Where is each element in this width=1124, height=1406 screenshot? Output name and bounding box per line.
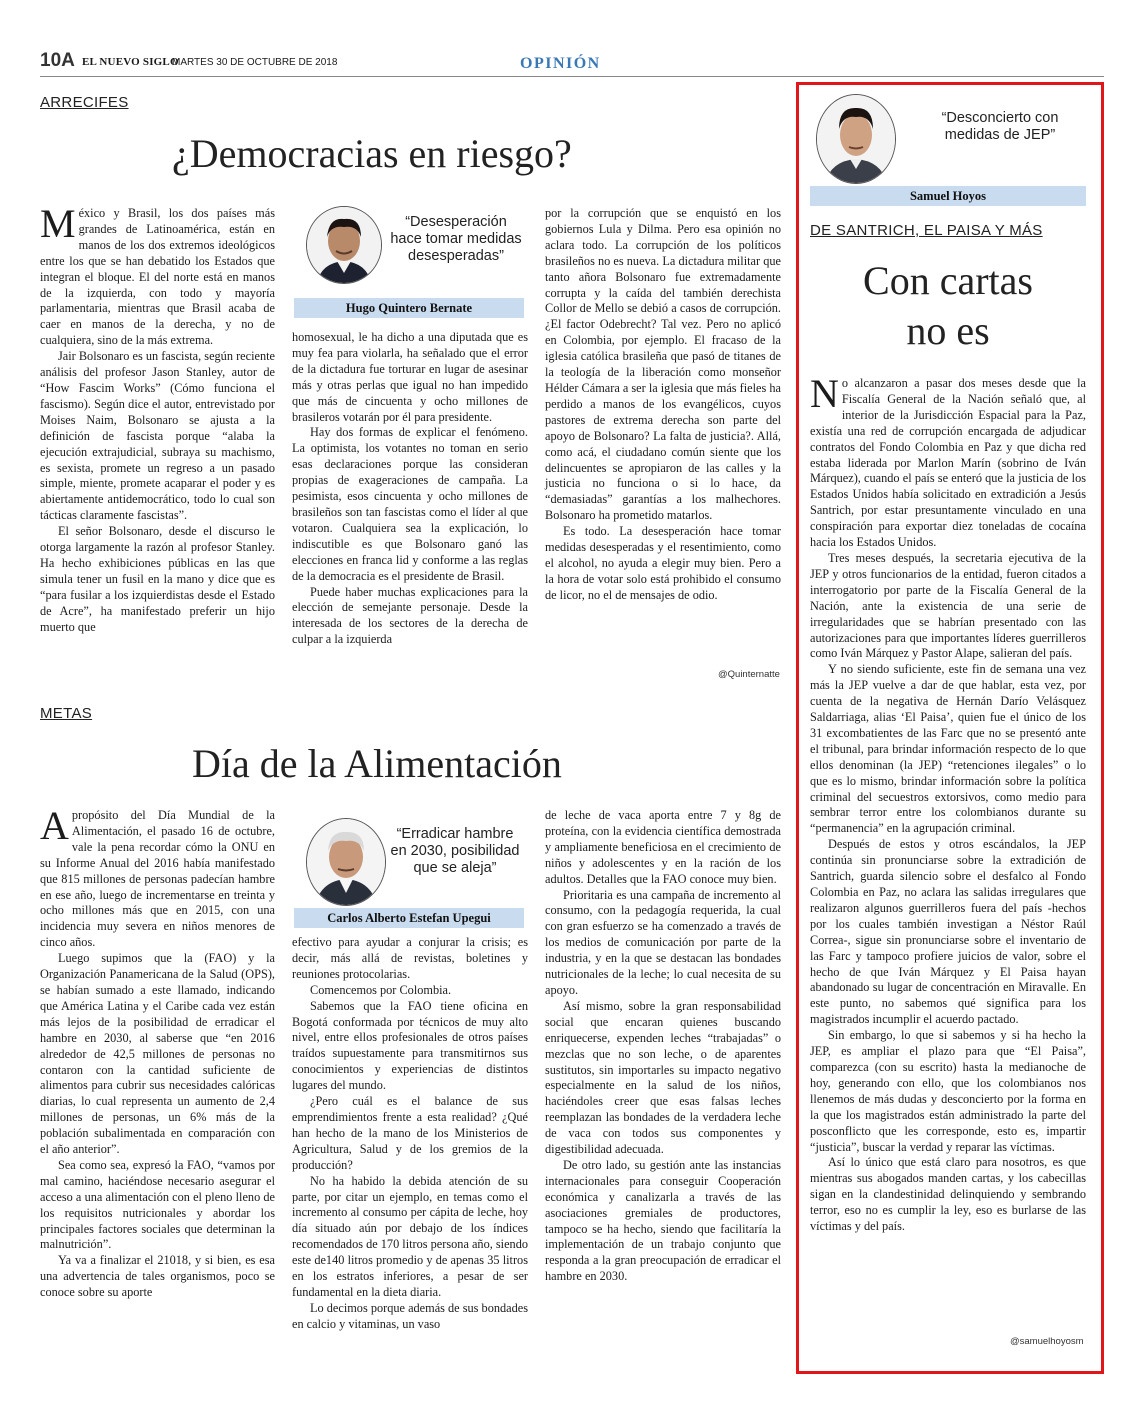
paragraph: Así lo único que está claro para nosotros, es que mientras sus abogados manden cartas, y los cabecillas sigan en la clandestinidad delinquiendo y sembrando terror, eso no es cumplir la ley, eso es burlarse de las víctimas y del país. <box>810 1155 1086 1234</box>
paragraph: de leche de vaca aporta entre 7 y 8g de proteína, con la evidencia científica demostrada y ampliamente beneficiosa en el crecimiento de niños y adolescentes y en la ración de los adultos. Detalles que la FAO conoce muy bien. <box>545 808 781 886</box>
author-name: Hugo Quintero Bernate <box>294 298 524 318</box>
newspaper-name: EL NUEVO SIGLO <box>82 56 179 68</box>
author-photo <box>816 94 896 184</box>
article2-kicker: METAS <box>40 705 93 722</box>
article2-column-3 <box>545 808 781 1285</box>
article2-headline: Día de la Alimentación <box>192 741 562 786</box>
paragraph: Hay dos formas de explicar el fenómeno. La optimista, los votantes no toman en serio esas declaraciones porque las consideran propias de exageraciones de campaña. La pesimista, esos cincuenta y ocho millones de brasileños son tan fascistas como el líder al que votaron. Cualquiera sea la explicación, lo indiscutible es que Bolsonaro ganó las elecciones en franca lid y conforme a las reglas de la democracia es el presidente de Brasil. <box>292 425 528 583</box>
drop-cap: M <box>40 201 76 246</box>
pull-quote: “Desconcierto con medidas de JEP” <box>941 110 1059 143</box>
article2-column-1 <box>40 803 275 1301</box>
paragraph: por la corrupción que se enquistó en los gobiernos Lula y Dilma. Pero esa opinión no aclara todo. La corrupción de los políticos brasileños no es nueva. La dictadura militar que tanto añora Bolsonaro fue extremadamente corrupta y la caída del también derechista Collor de Mello se debió a casos de corrupción. ¿El factor Odebrecht? Tal vez. Pero no aplicó en Colombia, por ejemplo. El fracaso de la iglesia católica brasileña que pasó de titanes de la teología de la liberación como monseñor Hélder Cámara a ser la iglesia que más fieles ha perdido a manos de los evangélicos, cuyos pastores de extrema derecha son parte del apoyo de Bolsonaro? La falta de justicia?. Allá, como acá, el ciudadano común siente que los delincuentes se apropiaron de las calles y la justicia no funciona o si lo hace, da “demasiadas” garantías a los malhechores. Bolsonaro ha prometido matarlos. <box>545 206 781 523</box>
author-box <box>292 806 526 930</box>
paragraph: Y no siendo suficiente, este fin de semana una vez más la JEP vuelve a dar de que hablar, esta vez, por cuenta de la negativa de Hernán Darío Velásquez Saldarriaga, alias ‘El Paisa’, quien fue el único de los 31 excombatientes de las Farc que no se presentó ante el tribunal, para brindar información respecto de lo que ellos denominan (la JEP) “retenciones ilegales” o lo que es lo mismo, brindar información sobre la política criminal del secuestros extorsivos, como medio para sembrar terror entre los colombianos durante su “permanencia” en la agrupación criminal. <box>810 662 1086 836</box>
author-box <box>292 204 526 320</box>
paragraph: homosexual, le ha dicho a una diputada que es muy fea para violarla, ha señalado que el error de la dictadura fue torturar en lugar de asesinar más y otras perlas que igual no han impedido que más de cincuenta y ocho millones de brasileros votarán por él para presidente. <box>292 330 528 424</box>
paragraph: efectivo para ayudar a conjurar la crisis; es decir, más allá de revistas, boletines y reuniones protocolarias. <box>292 935 528 981</box>
article1-column-2 <box>292 330 528 648</box>
author-name: Carlos Alberto Estefan Upegui <box>294 908 524 928</box>
paragraph: Luego supimos que la (FAO) y la Organización Panamericana de la Salud (OPS), se habían sumado a este llamado, indicando que América Latina y el Caribe cada vez están más lejos de la posibilidad de erradicar el hambre en 2030, al saberse que “en 2016 alrededor de 42,5 millones de personas no contaron con la cantidad suficiente de alimentos para cubrir sus necesidades calóricas diarias, lo cual representa un aumento de 2,4 millones de personas, un 6% más de la población subalimentada en comparación con el año anterior”. <box>40 951 275 1157</box>
paragraph: El señor Bolsonaro, desde el discurso le otorga largamente la razón al profesor Stanley. Ha hecho exhibiciones públicas en las que simula tener un fusil en la mano y dice que es “para fusilar a los izquierdistas desde el Estado de Acre”, ha manifestado preferir un hijo muerto que <box>40 524 275 634</box>
paragraph: éxico y Brasil, los dos países más grandes de Latinoamérica, están en manos de los dos extremos ideológicos entre los que se han debatido los Estados que integran el bloque. El del norte está en manos de la izquierda, con todo y mayoría parlamentaria, mientras que Brasil acaba de caer en manos de la derecha, y no de cualquiera, sino de la más extrema. <box>40 206 275 348</box>
article3-headline <box>810 256 1086 356</box>
section-title: OPINIÓN <box>520 55 601 72</box>
paragraph: Sabemos que la FAO tiene oficina en Bogotá conformada por técnicos de muy alto nivel, entre ellos profesionales de otros países traídos supuestamente para transmitirnos sus conocimientos y experiencias de distintos lugares del mundo. <box>292 998 528 1093</box>
pull-quote: “Desesperación hace tomar medidas desesperadas” <box>390 214 522 264</box>
issue-date: MARTES 30 DE OCTUBRE DE 2018 <box>172 57 338 68</box>
author-portrait-icon <box>307 819 385 905</box>
headline-line: Con cartas <box>863 258 1033 303</box>
paragraph: Tres meses después, la secretaria ejecutiva de la JEP y otros funcionarios de la entidad, fueron citados a interrogatorio por parte de la Fiscalía General de la Nación, ante la existencia de una serie de irregularidades que se habrían presentado con las autorizaciones para que importantes líderes guerrilleros como Iván Márquez y Pastor Alape, salieran del país. <box>810 550 1086 661</box>
author-photo <box>306 206 382 284</box>
paragraph: Ya va a finalizar el 21018, y si bien, es esa una advertencia de tales organismos, poco se conoce sobre su aporte <box>40 1253 275 1300</box>
article2-column-2 <box>292 935 528 1333</box>
article1-headline: ¿Democracias en riesgo? <box>172 131 572 176</box>
article3-body <box>810 371 1086 1235</box>
author-name: Samuel Hoyos <box>810 186 1086 206</box>
author-box <box>810 94 1086 206</box>
author-photo <box>306 818 386 906</box>
drop-cap: N <box>810 371 839 416</box>
paragraph: Puede haber muchas explicaciones para la elección de semejante personaje. Desde la interesada de los sectores de la derecha de culpar a la izquierda <box>292 584 528 647</box>
article1-column-3 <box>545 206 781 604</box>
paragraph: De otro lado, su gestión ante las instancias internacionales para conseguir Cooperación económica y canalizarla a través de las asociaciones gremiales de productores, tampoco se ha hecho, siendo que facilitaría la implementación de un trabajo conjunto que responda a la gran preocupación de erradicar el hambre en 2030. <box>545 1157 781 1284</box>
paragraph: Así mismo, sobre la gran responsabilidad social que encaran quienes buscando enriquecerse, expenden leches “trabajadas” o mezclas que no son leche, o de aparentes sustitutos, sin importarles su impacto negativo especialmente en la salud de los niños, haciéndoles creer que esas falsas leches reemplazan las bondades de la verdadera leche de vaca con todos sus componentes y digestibilidad adecuada. <box>545 998 781 1157</box>
paragraph: Es todo. La desesperación hace tomar medidas desesperadas y el resentimiento, como el alcohol, no ayuda a elegir muy bien. Pero a la hora de votar solo está prohibido el consumo de licor, no el de mensajes de odio. <box>545 524 781 602</box>
paragraph: Prioritaria es una campaña de incremento al consumo, con la pedagogía requerida, la cual con gran esfuerzo se ha comenzado a través de los medios de comunicación por parte de la industria, y en la que se destacan las bondades nutricionales de la leche; lo cual necesita de su apoyo. <box>545 887 781 997</box>
author-portrait-icon <box>307 207 381 283</box>
paragraph: Jair Bolsonaro es un fascista, según reciente análisis del profesor Jason Stanley, autor de “How Fascim Works” (Cómo funciona el fascismo). Según dice el autor, entrevistado por Moises Naim, Bolsonaro se ajusta a la definición de fascista porque “alaba la ejecución extrajudicial, subraya su machismo, es sexista, promete un regreso a un pasado simple, miente, promete acaparar el poder y es abiertamente antidemocrático, todo lo cual son tácticas claramente fascistas”. <box>40 349 275 523</box>
drop-cap: A <box>40 803 69 848</box>
author-handle: @samuelhoyosm <box>1010 1336 1084 1347</box>
page-number: 10A <box>40 50 75 71</box>
headline-line: no es <box>906 308 990 353</box>
paragraph: Después de estos y otros escándalos, la JEP continúa sin pronunciarse sobre la extradición de Santrich, guarda silencio sobre el desfalco al Fondo Colombia en Paz, no aclara las salidas irregulares que realizaron algunos guerrilleros fuera del país -hechos por los cuales también investigan a Néstor Raúl Correa-, sigue sin pronunciarse sobre el inventario de las Farc y tampoco profiere juicios de valor, sobre el hecho de que Iván Márquez y El Paisa hayan abandonado su lugar de concentración en Miravalle. En este punto, no sabemos qué significa para los magistrados incumplir el acuerdo pactado. <box>810 837 1086 1027</box>
author-portrait-icon <box>817 95 895 183</box>
pull-quote: “Erradicar hambre en 2030, posibilidad que se aleja” <box>390 826 520 876</box>
paragraph: propósito del Día Mundial de la Alimentación, el pasado 16 de octubre, vale la pena recordar cómo la ONU en su Informe Anual del 2016 había manifestado que 815 millones de personas padecían hambre en ese año, luego de incrementarse en treinta y ocho millones más que en 2015, con una incidencia muy severa en niños menores de cinco años. <box>40 808 275 950</box>
paragraph: No ha habido la debida atención de su parte, por citar un ejemplo, en temas como el incremento al consumo per cápita de leche, hoy día situado aún por debajo de los índices recomendados de 170 litros persona año, siendo este de140 litros promedio y de apenas 35 litros en los estratos inferiores, a pesar de ser fundamental en la dieta diaria. <box>292 1173 528 1299</box>
paragraph: Lo decimos porque además de sus bondades en calcio y vitaminas, un vaso <box>292 1300 528 1331</box>
masthead-rule <box>40 76 1104 77</box>
paragraph: o alcanzaron a pasar dos meses desde que la Fiscalía General de la Nación señaló que, al interior de la Jurisdicción Espacial para la Paz, existía una red de corrupción encargada de adjudicar contratos del Fondo Colombia en Paz y que dicha red estaba liderada por Marlon Marín (sobrino de Iván Márquez), cuando el país se enteró que la justicia de los Estados Unidos había solicitado en extradición a Jesús Santrich, por estar presuntamente vinculado en una conspiración para exportar diez toneladas de cocaína hacia los Estados Unidos. <box>810 376 1086 550</box>
article1-kicker: ARRECIFES <box>40 94 129 111</box>
paragraph: Comencemos por Colombia. <box>310 982 452 997</box>
article3-kicker: DE SANTRICH, EL PAISA Y MÁS <box>810 222 1043 239</box>
paragraph: Sin embargo, lo que si sabemos y si ha hecho la JEP, es ampliar el plazo para que “El Paisa”, comparezca (con su escrito) hasta la medianoche de hoy, generando con ello, que los colombianos nos llenemos de más dudas y desconcierto por la forma en la que los magistrados están administrado la parte del posconflicto que les corresponde, esto es, impartir “justicia”, buscar la verdad y reparar las víctimas. <box>810 1028 1086 1154</box>
paragraph: Sea como sea, expresó la FAO, “vamos por mal camino, haciéndose necesario asegurar el acceso a una alimentación con el pleno lleno de los requisitos nutricionales y abordar los principales factores sociales que determinan la malnutrición”. <box>40 1157 275 1252</box>
author-handle: @Quinternatte <box>718 669 780 680</box>
paragraph: ¿Pero cuál es el balance de sus emprendimientos frente a esta realidad? ¿Qué han hecho de la mano de los Ministerios de Agricultura, Salud y de los gremios de la producción? <box>292 1094 528 1172</box>
article1-column-1 <box>40 201 275 635</box>
